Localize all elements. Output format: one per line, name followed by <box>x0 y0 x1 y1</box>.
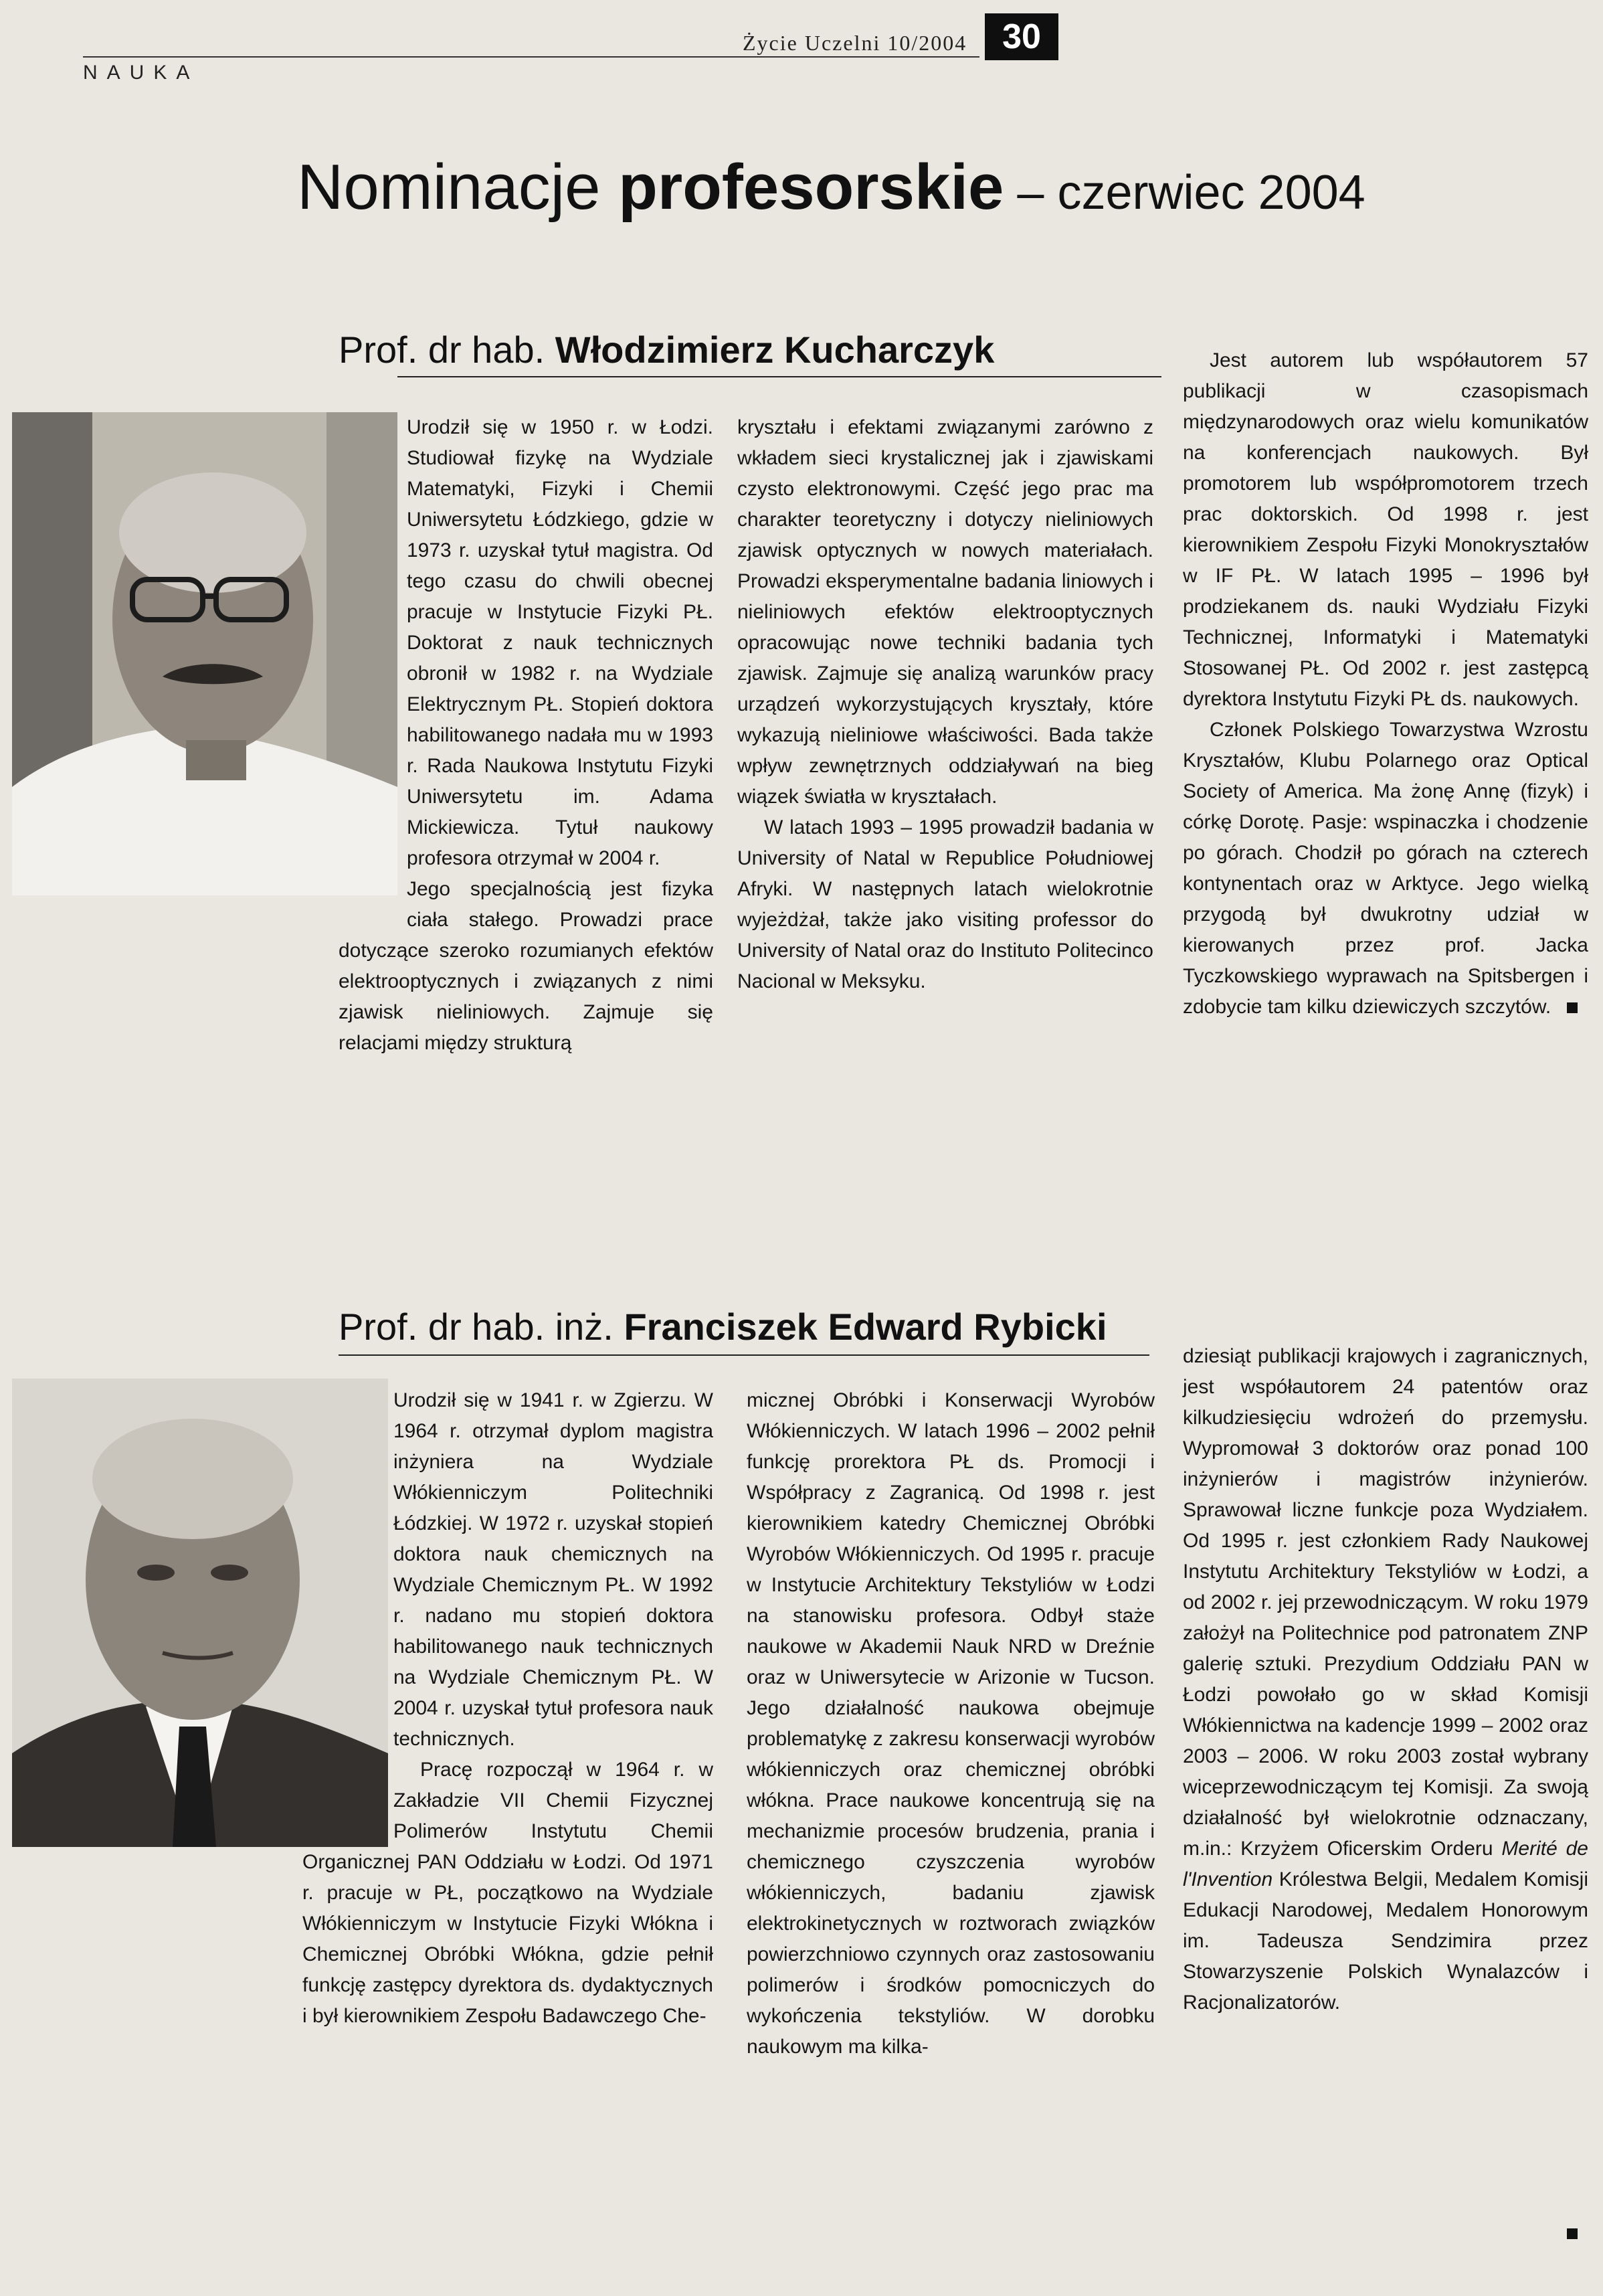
photo-wrap-spacer-2 <box>302 1385 393 1847</box>
profile-2-rule <box>339 1354 1149 1356</box>
title-part-1: Nominacje <box>297 151 619 223</box>
profile-1-heading <box>339 328 994 371</box>
profile-2-name: Franciszek Edward Rybicki <box>624 1306 1107 1348</box>
profile-2-col2-p1: micznej Obróbki i Konserwacji Wyrobów Włókienniczych. W latach 1996 – 2002 pełnił funkcję prorektora PŁ ds. Promocji i Współpracy z Zagranicą. Od 1998 r. jest kierownikiem katedry Chemicznej Obróbki Wyrobów Włókienniczych. Od 1995 r. pracuje w Instytucie Architektury Tekstyliów w Łodzi na stanowisku profesora. Odbył staże naukowe w Akademii Nauk NRD w Dreźnie oraz w Uniwersytecie w Arizonie w Tucson. Jego działalność naukowa obejmuje problematykę z zakresu konserwacji wyrobów włókienniczych oraz chemicznej obróbki włókna. Prace naukowe koncentrują się na mechanizmie procesów brudzenia, prania i chemicznego czyszczenia wyrobów włókienniczych, badaniu zjawisk elektrokinetycznych w roztworach związków powierzchniowo czynnych oraz zastosowaniu polimerów i środków pomocniczych do wykończenia tekstyliów. W dorobku naukowym ma kilka- <box>747 1389 1155 2058</box>
profile-2-heading <box>339 1305 1107 1348</box>
profile-1-col1-full: Adama Mickiewicza. Tytuł naukowy profesora otrzymał w 2004 r. <box>407 786 713 869</box>
profile-1-title: Prof. dr hab. <box>339 329 555 371</box>
profile-2-column-2 <box>747 1385 1155 2062</box>
profile-2-title: Prof. dr hab. inż. <box>339 1306 624 1348</box>
profile-1-col2-p2: W latach 1993 – 1995 prowadził badania w University of Natal w Republice Południowej Afryki. W następnych latach wielokrotnie wyjeżdżał, także jako visiting professor do University of Natal oraz do Instituto Politecinco Nacional w Meksyku. <box>737 816 1153 992</box>
end-mark <box>1567 1002 1578 1013</box>
profile-2-column-1 <box>302 1385 713 2032</box>
profile-1-col2-p1: kryształu i efektami związanymi zarówno z wkładem sieci krystalicznej jak i zjawiskami czysto elektronowymi. Część jego prac ma charakter teoretyczny i dotyczy nieliniowych zjawisk optycznych w nowych materiałach. Prowadzi eksperymentalne badania liniowych i nieliniowych efektów elektrooptycznych opracowując nowe techniki badania tych zjawisk. Zajmuje się analizą warunków pracy urządzeń wykorzystujących kryształy, które wykazują nieliniowe właściwości. Bada także wpływ zewnętrznych oddziaływań na bieg wiązek światła w kryształach. <box>737 416 1153 808</box>
profile-1-col3-p1: Jest autorem lub współautorem 57 publikacji w czasopismach międzynarodowych oraz wielu komunikatów na konferencjach naukowych. Był promotorem lub współpromotorem trzech prac doktorskich. Od 1998 r. jest kierownikiem Zespołu Fizyki Monokryształów w IF PŁ. W latach 1995 – 1996 był prodziekanem ds. nauki Wydziału Fizyki Technicznej, Informatyki i Matematyki Stosowanej PŁ. Od 2002 r. jest zastępcą dyrektora Instytutu Fizyki PŁ ds. naukowych. <box>1183 349 1588 710</box>
header-rule <box>83 56 979 58</box>
profile-1-column-3 <box>1183 345 1588 1023</box>
profile-1-rule <box>397 376 1161 377</box>
journal-title: Życie Uczelni 10/2004 <box>743 31 967 55</box>
main-title <box>297 147 1595 233</box>
profile-2-col3-b: Królestwa Belgii, Medalem Komisji Edukacji Narodowej, Medalem Honorowym im. Tadeusza Sendzimira przez Stowarzyszenie Polskich Wynalazców i Racjonalizatorów. <box>1183 1868 1588 2014</box>
profile-2-col3-italic: Merité de l'Invention <box>1183 1838 1588 1890</box>
title-part-2: profesorskie <box>618 151 1004 223</box>
profile-2-col3-a: dziesiąt publikacji krajowych i zagranicznych, jest współautorem 24 patentów oraz kilkudziesięciu wdrożeń do przemysłu. Wypromował 3 doktorów oraz ponad 100 inżynierów i magistrów inżynierów. Sprawował liczne funkcje poza Wydziałem. Od 1995 r. jest członkiem Rady Naukowej Instytutu Architektury Tekstyliów w Łodzi, a od 2002 r. jej przewodniczącym. W roku 1979 założył na Politechnice pod patronatem ZNP galerię sztuki. Prezydium Oddziału PAN w Łodzi powołało go w skład Komisji Włókiennictwa na kadencje 1999 – 2002 oraz 2003 – 2006. W roku 2003 został wybrany wiceprzewodniczącym tej Komisji. Za swoją działalność był wielokrotnie odznaczany, m.in.: Krzyżem Oficerskim Orderu <box>1183 1345 1588 1860</box>
profile-1-column-1 <box>339 412 713 1059</box>
profile-1-col1-wrap: Urodził się w 1950 r. w Łodzi. Studiował fizykę na Wydziale Matematyki, Fizyki i Chemii Uniwersytetu Łódzkiego, gdzie w 1973 r. uzyskał tytuł magistra. Od tego czasu do chwili obecnej pracuje w Instytucie Fizyki PŁ. Doktorat z nauk technicznych obronił w 1982 r. na Wydziale Elektrycznym PŁ. Stopień doktora habilitowanego nadała mu w 1993 r. Rada Naukowa Instytutu Fizyki Uniwersytetu im. <box>407 416 713 808</box>
title-part-3: – czerwiec 2004 <box>1004 166 1365 219</box>
profile-1-name: Włodzimierz Kucharczyk <box>555 329 995 371</box>
photo-wrap-spacer <box>339 412 407 928</box>
profile-1-col3-p2: Członek Polskiego Towarzystwa Wzrostu Kryształów, Klubu Polarnego oraz Optical Society of America. Ma żonę Annę (fizyk) i córkę Dorotę. Pasje: wspinaczka i chodzenie po górach. Chodził po górach na czterech kontynentach oraz w Arktyce. Jego wielką przygodą był dwukrotny udział w kierowanych przez prof. Jacka Tyczkowskiego wyprawach na Spitsbergen i zdobycie tam kilku dziewiczych szczytów. <box>1183 719 1588 1018</box>
profile-2-col1-wrap: Urodził się w 1941 r. w Zgierzu. W 1964 r. otrzymał dyplom magistra inżyniera na Wydziale Włókienniczym Politechniki Łódzkiej. W 1972 r. uzyskał stopień doktora nauk chemicznych na Wydziale Chemicznym PŁ. W 1992 r. nadano mu stopień doktora habilitowanego nauk technicznych na Wydziale Chemicznym PŁ. W 2004 r. uzyskał tytuł profesora nauk technicznych. <box>393 1389 713 1750</box>
profile-1-column-2 <box>737 412 1153 997</box>
profile-2-column-3 <box>1183 1341 1588 2018</box>
page-number: 30 <box>985 13 1058 60</box>
profile-1-col1-p2: Jego specjalnością jest fizyka ciała stałego. Prowadzi prace dotyczące szeroko rozumianych efektów elektrooptycznych i związanych z nimi zjawisk nieliniowych. Zajmuje się relacjami między strukturą <box>339 878 713 1054</box>
end-mark-2 <box>1567 2228 1578 2239</box>
section-label: NAUKA <box>83 62 199 84</box>
profile-2-col1-p2: Pracę rozpoczął w 1964 r. w Zakładzie VII Chemii Fizycznej Polimerów Instytutu Chemii Organicznej PAN Oddziału w Łodzi. Od 1971 r. pracuje w PŁ, początkowo na Wydziale Włókienniczym w Instytucie Fizyki Włókna i Chemicznej Obróbki Włókna, gdzie pełnił funkcję zastępcy dyrektora ds. dydaktycznych i był kierownikiem Zespołu Badawczego Che- <box>302 1759 713 2027</box>
